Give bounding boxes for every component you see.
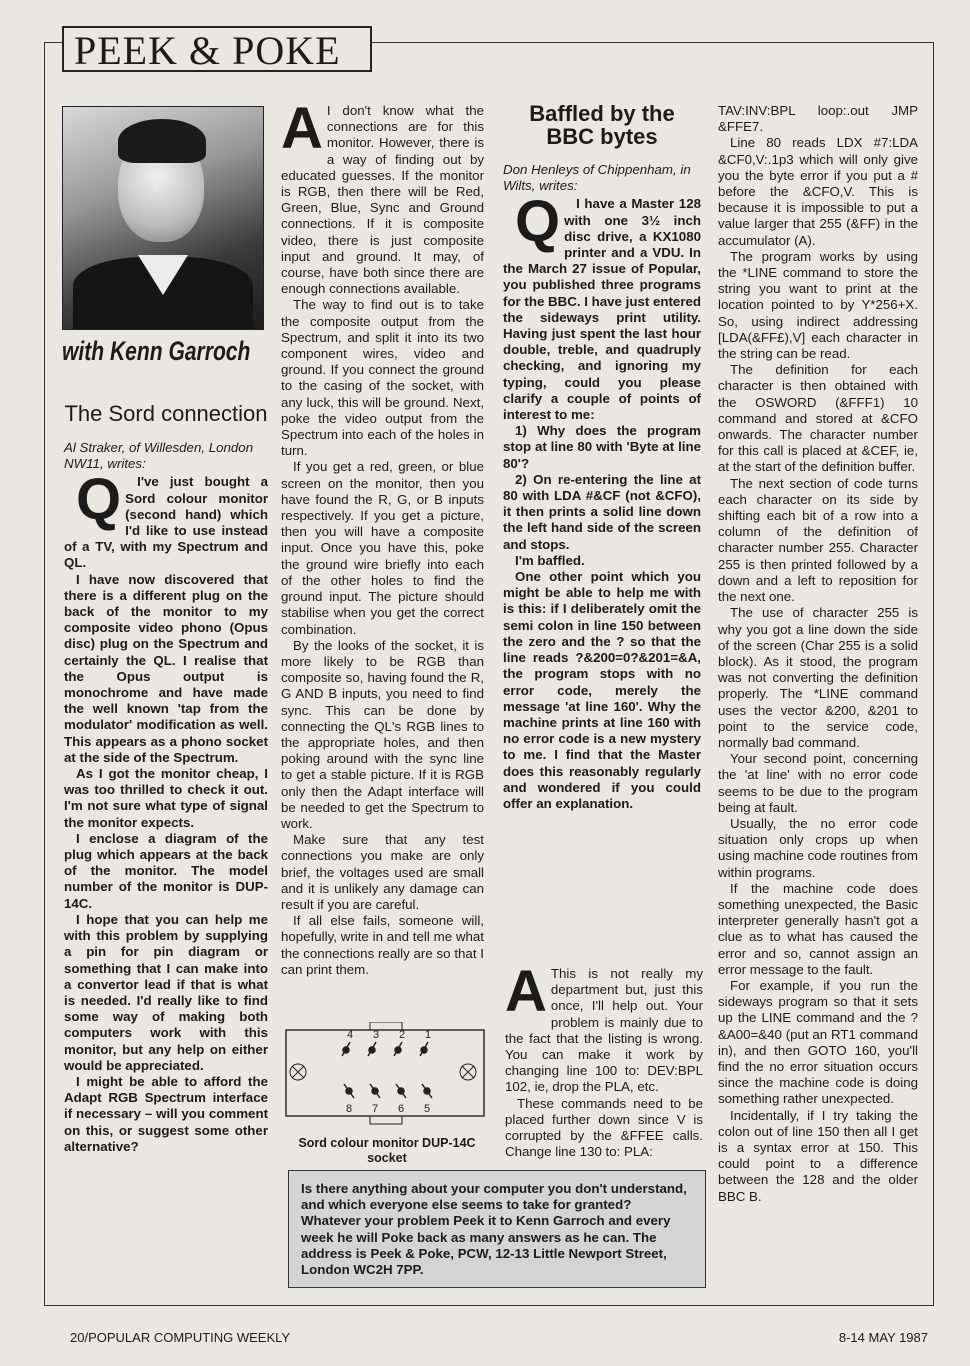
column4-para: The next section of code turns each character on its side by shifting each bit of a row into a column of the definition of character number 255. Character 255 is then printed followed by a down and a left to reposition for the next one. — [718, 475, 918, 605]
article1-answer-para: If all else fails, someone will, hopefully, write in and tell me what the connections really are so that I can print them. — [281, 913, 484, 977]
column4-para: Line 80 reads LDX #7:LDA &CF0,V:.1p3 which will only give you the byte error if you put a # before the &CFO,V. This is because it is impossible to put a value larger that 255 (&FF) in the accumulator (A). — [718, 135, 918, 248]
author-byline: with Kenn Garroch — [62, 336, 251, 366]
pin-label: 6 — [398, 1103, 405, 1115]
article2-title: Baffled by the BBC bytes — [529, 101, 675, 149]
article2-writer: Don Henleys of Chippenham, in Wilts, writes: — [503, 162, 691, 194]
column4-para: The use of character 255 is why you got a line down the side of the screen (Char 255 is a solid block). As it stood, the program was not converting the definition properly. The *LINE command uses the vector &200, &201 to point to the service code, normally bad command. — [718, 605, 918, 750]
column4-para: Incidentally, if I try taking the colon out of line 150 then all I get is a syntax error at 150. This could point to a difference between the 128 and the older BBC B. — [718, 1107, 918, 1204]
pin-label: 4 — [347, 1029, 354, 1041]
pin-label: 3 — [373, 1029, 380, 1041]
pin-label: 1 — [425, 1029, 432, 1041]
pin-label: 2 — [399, 1029, 406, 1041]
article2-q-dropcap: Q — [515, 189, 561, 255]
article2-answer-para: These commands need to be placed further down since V is corrupted by the &FFEE calls. Change line 130 to: PLA: — [505, 1095, 703, 1160]
article1-answer-para: The way to find out is to take the composite output from the Spectrum, and split it into its two component wires, video and ground. If you connect the ground to the casing of the socket, with any luck, this will be ground. Next, poke the video output from the Spectrum into each of the holes in turn. — [281, 297, 484, 459]
article2-question-para: One other point which you might be able to help me with is this: if I deliberately omit the semi colon in line 150 between the zero and the ? so that the line reads ?&200=0?&201=&A, the program stops with no error code, merely the message 'at line 160'. Why the machine prints at line 160 with no error code is a new mystery to me. I find that the Master does this reasonably regularly and wondered if you could offer an explanation. — [503, 569, 701, 811]
article2-answer — [505, 959, 703, 1160]
info-box — [288, 1170, 706, 1288]
article1-answer-para: If you get a red, green, or blue screen on the monitor, then you have found the R, G, or B inputs respectively. If you get a picture, then you will have a composite input. Once you have this, poke the ground wire briefly into each of the other holes to find the ground input. The picture should stabilise when you get the correct combination. — [281, 459, 484, 637]
article1-q-dropcap: Q — [76, 467, 122, 533]
column4-para: For example, if you run the sideways program so that it sets up the LINE command and the ?&A00=&40 (put an RT1 command in), and then GOTO 160, you'll find the no error situation occurs since the machine code is doing something rather unexpected. — [718, 977, 918, 1107]
article2-question-para: I'm baffled. — [515, 552, 585, 568]
masthead — [62, 26, 372, 72]
pin-label: 5 — [424, 1103, 431, 1115]
article1-question-first: I've just bought a Sord colour monitor (second hand) which I'd like to use instead of a TV, with my Spectrum and QL. — [64, 474, 268, 571]
column4-para: Your second point, concerning the 'at line' with no error code seems to be due to the program being at fault. — [718, 751, 918, 815]
footer-left: 20/POPULAR COMPUTING WEEKLY — [70, 1330, 291, 1345]
pin-label: 8 — [346, 1103, 353, 1115]
article2-answer-first: This is not really my department but, just this once, I'll help out. Your problem is mainly due to the fact that the listing is wrong. You can make it work by changing line 100 to: DEV:BPL 102, ie, drop the PLA, etc. — [505, 966, 703, 1095]
article2-a-dropcap: A — [505, 959, 547, 1024]
column-3 — [503, 100, 701, 812]
article2-question-first: I have a Master 128 with one 3½ inch disc drive, a KX1080 printer and a VDU. In the March 27 issue of Popular, you published three programs for the BBC. I have just entered the sideways print utility. Having just spent the last hour double, treble, and quadruply checking, and ignoring my typing, could you please clarify a couple of points of interest to me: — [503, 196, 702, 423]
column4-para: TAV:INV:BPL loop:.out JMP &FFE7. — [718, 103, 918, 135]
masthead-title: PEEK & POKE — [74, 28, 341, 73]
article1-answer-para: By the looks of the socket, it is more likely to be RGB than composite so, having found the R, G AND B inputs, you need to find sync. This can be done by connecting the QL's RGB lines to the appropriate holes, and then poking around with the sync line to get a stable picture. If it is RGB only then the Adapt interface will be needed to get the Spectrum to work. — [281, 637, 484, 831]
author-photo — [62, 106, 264, 330]
article1-a-dropcap: A — [281, 96, 323, 161]
diagram-caption: Sord colour monitor DUP-14C socket — [298, 1136, 476, 1165]
article2-question-para: 2) On re-entering the line at 80 with LDA #&CF (not &CFO), it then prints a solid line down the left hand side of the screen and stops. — [503, 471, 701, 552]
pin-label: 7 — [372, 1103, 379, 1115]
article2-question-para: 1) Why does the program stop at line 80 with 'Byte at line 80'? — [503, 423, 701, 471]
article1-writer: Al Straker, of Willesden, London NW11, writes: — [64, 440, 254, 472]
column4-para: The definition for each character is then obtained with the OSWORD (&FFF1) 10 command and stored at &CFO onwards. The character number for this call is placed at &CEF, ie, at the start of the definition buffer. — [718, 362, 918, 475]
info-box-text: Is there anything about your computer you don't understand, and which everyone else seems to take for granted? Whatever your problem Peek it to Kenn Garroch and every week he will Poke back as many answers as he can. The address is Peek & Poke, PCW, 12-13 Little Newport Street, London WC2H 7PP. — [301, 1181, 687, 1278]
article1-title: The Sord connection — [64, 401, 268, 426]
article1-question-para: I hope that you can help me with this problem by supplying a pin for pin diagram or something that I can make into a convertor lead if that is what is needed. I'd really like to find some way of making both computers work with this monitor, but any help on either would be appreciated. — [64, 911, 268, 1073]
column-2 — [281, 96, 484, 978]
footer-right: 8-14 MAY 1987 — [838, 1330, 928, 1345]
article1-question-para: I have now discovered that there is a different plug on the back of the monitor to my composite video phono (Opus disc) plug on the Spectrum and certainly the QL. I realise that the Opus output is monochrome and have made the well known 'tap from the modulator' modification as well. This appears as a phono socket at the side of the Spectrum. — [64, 571, 268, 765]
article1-answer-first: I don't know what the connections are for this monitor. However, there is a way of finding out by educated guesses. If the monitor is RGB, then there will be Red, Green, Blue, Sync and Ground connections. If it is composite video, there is just composite input and ground. It may, of course, have both since there are enough connections available. — [281, 103, 484, 297]
article1-question-para: I enclose a diagram of the plug which appears at the back of the monitor. The model number of the monitor is DUP-14C. — [64, 830, 268, 911]
article1-question-para: I might be able to afford the Adapt RGB Spectrum interface if necessary – will you comment on this, or suggest some other alternative? — [64, 1073, 268, 1154]
column-4 — [718, 103, 918, 1205]
column4-para: Usually, the no error code situation only crops up when using machine code routines from within programs. — [718, 815, 918, 880]
column4-para: The program works by using the *LINE command to store the string you want to print at the location pointed to by Y*256+X. So, using indirect addressing [LDA(&FF£),V] each character in the string can be read. — [718, 248, 918, 362]
column-1 — [64, 400, 268, 1155]
article1-question-para: As I got the monitor cheap, I was too thrilled to check it out. I'm not sure what type of signal the monitor expects. — [64, 766, 268, 830]
article1-answer-para: Make sure that any test connections you make are only brief, the voltages used are small and it is unlikely any damage can result if you are careful. — [281, 832, 484, 912]
column4-para: If the machine code does something unexpected, the Basic interpreter generally hasn't got a clue as to what has caused the error and so, cannot assign an error message to the fault. — [718, 880, 918, 977]
